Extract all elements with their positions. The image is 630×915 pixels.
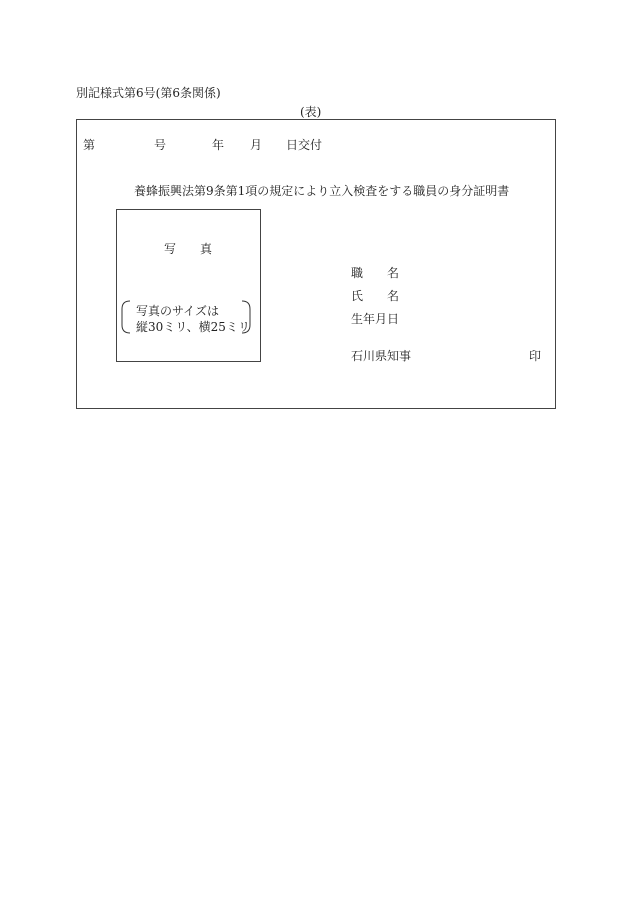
issue-month-label: 月 (250, 138, 263, 152)
photo-size-note-line2: 縦30ミリ、横25ミリ (136, 320, 250, 334)
certificate-title: 養蜂振興法第9条第1項の規定により立入検査をする職員の身分証明書 (134, 184, 510, 198)
photo-size-note-line1: 写真のサイズは (136, 304, 220, 318)
seal-mark: 印 (529, 349, 542, 363)
side-label: (表) (300, 105, 322, 119)
issue-number-prefix: 第 (83, 138, 96, 152)
id-card-frame (76, 119, 556, 409)
issuer-label: 石川県知事 (351, 349, 412, 363)
issue-year-label: 年 (212, 138, 225, 152)
issue-number-suffix: 号 (154, 138, 167, 152)
birth-date-label: 生年月日 (351, 312, 400, 326)
photo-box (116, 209, 261, 362)
name-label: 氏 名 (351, 289, 400, 303)
issue-date-label: 日交付 (286, 138, 323, 152)
position-label: 職 名 (351, 266, 400, 280)
photo-size-note (120, 300, 252, 334)
photo-label: 写 真 (164, 242, 213, 256)
form-reference: 別記様式第6号(第6条関係) (76, 86, 221, 100)
